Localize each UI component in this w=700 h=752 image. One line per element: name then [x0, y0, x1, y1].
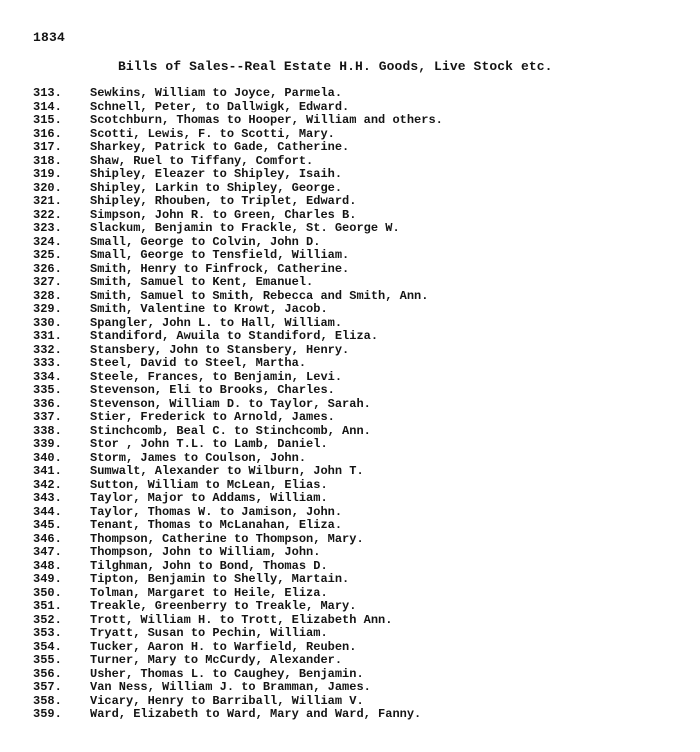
entry-text: Stevenson, Eli to Brooks, Charles.	[90, 383, 335, 397]
entry-text: Tolman, Margaret to Heile, Eliza.	[90, 585, 328, 600]
list-item	[33, 654, 443, 668]
entry-list	[33, 87, 443, 722]
entry-text: Vicary, Henry to Barriball, William V.	[90, 693, 364, 708]
list-item	[33, 573, 443, 587]
entry-number: 339.	[33, 437, 62, 451]
entry-number: 348.	[33, 558, 62, 573]
entry-text: Stansbery, John to Stansbery, Henry.	[90, 342, 350, 357]
entry-text: Taylor, Thomas W. to Jamison, John.	[90, 504, 343, 519]
list-item	[33, 236, 443, 250]
entry-number: 359.	[33, 707, 62, 721]
entry-number: 337.	[33, 410, 62, 424]
entry-number: 324.	[33, 234, 62, 249]
list-item	[33, 614, 443, 628]
list-item	[33, 249, 443, 263]
entry-number: 353.	[33, 626, 62, 640]
entry-text: Stevenson, William D. to Taylor, Sarah.	[90, 396, 371, 411]
entry-text: Tipton, Benjamin to Shelly, Martain.	[90, 572, 350, 586]
entry-number: 319.	[33, 167, 62, 181]
entry-number: 325.	[33, 248, 62, 262]
list-item	[33, 276, 443, 290]
entry-text: Scotchburn, Thomas to Hooper, William and others.	[90, 113, 443, 127]
entry-number: 343.	[33, 491, 62, 505]
entry-number: 347.	[33, 545, 62, 559]
entry-text: Stor , John T.L. to Lamb, Daniel.	[90, 437, 328, 451]
entry-text: Tilghman, John to Bond, Thomas D.	[90, 558, 328, 573]
entry-text: Thompson, John to William, John.	[90, 545, 321, 559]
list-item	[33, 344, 443, 358]
list-item	[33, 695, 443, 709]
list-item	[33, 371, 443, 385]
entry-text: Turner, Mary to McCurdy, Alexander.	[90, 653, 343, 667]
list-item	[33, 155, 443, 169]
list-item	[33, 587, 443, 601]
entry-text: Trott, William H. to Trott, Elizabeth Ann.	[90, 612, 393, 627]
entry-number: 315.	[33, 113, 62, 127]
entry-text: Shipley, Eleazer to Shipley, Isaih.	[90, 167, 343, 181]
list-item	[33, 438, 443, 452]
entry-number: 335.	[33, 383, 62, 397]
list-item	[33, 465, 443, 479]
entry-number: 355.	[33, 653, 62, 667]
entry-text: Standiford, Awuila to Standiford, Eliza.	[90, 329, 379, 343]
entry-text: Sharkey, Patrick to Gade, Catherine.	[90, 140, 350, 154]
list-item	[33, 681, 443, 695]
entry-number: 332.	[33, 342, 62, 357]
entry-text: Small, George to Colvin, John D.	[90, 234, 321, 249]
entry-text: Steele, Frances, to Benjamin, Levi.	[90, 369, 343, 384]
list-item	[33, 101, 443, 115]
entry-text: Smith, Henry to Finfrock, Catherine.	[90, 261, 350, 276]
entry-number: 340.	[33, 450, 62, 465]
entry-number: 346.	[33, 531, 62, 546]
entry-text: Steel, David to Steel, Martha.	[90, 356, 307, 370]
list-item	[33, 290, 443, 304]
entry-text: Taylor, Major to Addams, William.	[90, 491, 328, 505]
page-year: 1834	[33, 30, 66, 45]
list-item	[33, 303, 443, 317]
list-item	[33, 519, 443, 533]
entry-number: 352.	[33, 612, 62, 627]
entry-number: 331.	[33, 329, 62, 343]
list-item	[33, 600, 443, 614]
list-item	[33, 384, 443, 398]
entry-number: 316.	[33, 126, 62, 141]
entry-number: 358.	[33, 693, 62, 708]
entry-number: 330.	[33, 315, 62, 330]
entry-number: 350.	[33, 585, 62, 600]
entry-number: 314.	[33, 99, 62, 114]
entry-number: 354.	[33, 639, 62, 654]
entry-text: Scotti, Lewis, F. to Scotti, Mary.	[90, 126, 335, 141]
page-heading: Bills of Sales--Real Estate H.H. Goods, Live Stock etc.	[118, 59, 553, 74]
entry-text: Sewkins, William to Joyce, Parmela.	[90, 86, 343, 100]
entry-number: 333.	[33, 356, 62, 370]
entry-text: Smith, Samuel to Smith, Rebecca and Smith, Ann.	[90, 288, 429, 303]
entry-text: Spangler, John L. to Hall, William.	[90, 315, 343, 330]
entry-number: 334.	[33, 369, 62, 384]
entry-number: 329.	[33, 302, 62, 316]
list-item	[33, 668, 443, 682]
list-item	[33, 87, 443, 101]
entry-number: 342.	[33, 477, 62, 492]
entry-text: Ward, Elizabeth to Ward, Mary and Ward, Fanny.	[90, 707, 422, 721]
list-item	[33, 708, 443, 722]
list-item	[33, 114, 443, 128]
entry-text: Tryatt, Susan to Pechin, William.	[90, 626, 328, 640]
entry-text: Van Ness, William J. to Bramman, James.	[90, 680, 371, 694]
list-item	[33, 317, 443, 331]
entry-number: 321.	[33, 194, 62, 208]
entry-text: Treakle, Greenberry to Treakle, Mary.	[90, 599, 357, 613]
list-item	[33, 425, 443, 439]
list-item	[33, 209, 443, 223]
list-item	[33, 195, 443, 209]
list-item	[33, 641, 443, 655]
list-item	[33, 560, 443, 574]
entry-text: Tenant, Thomas to McLanahan, Eliza.	[90, 518, 343, 532]
entry-text: Stier, Frederick to Arnold, James.	[90, 410, 335, 424]
entry-text: Smith, Samuel to Kent, Emanuel.	[90, 275, 314, 289]
list-item	[33, 330, 443, 344]
entry-number: 338.	[33, 423, 62, 438]
entry-text: Small, George to Tensfield, William.	[90, 248, 350, 262]
list-item	[33, 182, 443, 196]
entry-number: 322.	[33, 207, 62, 222]
list-item	[33, 263, 443, 277]
entry-text: Usher, Thomas L. to Caughey, Benjamin.	[90, 666, 364, 681]
entry-number: 356.	[33, 666, 62, 681]
list-item	[33, 141, 443, 155]
list-item	[33, 492, 443, 506]
entry-number: 323.	[33, 221, 62, 235]
list-item	[33, 128, 443, 142]
list-item	[33, 222, 443, 236]
entry-text: Sutton, William to McLean, Elias.	[90, 477, 328, 492]
entry-text: Smith, Valentine to Krowt, Jacob.	[90, 302, 328, 316]
entry-number: 351.	[33, 599, 62, 613]
entry-text: Shipley, Rhouben, to Triplet, Edward.	[90, 194, 357, 208]
list-item	[33, 357, 443, 371]
entry-number: 349.	[33, 572, 62, 586]
list-item	[33, 627, 443, 641]
list-item	[33, 411, 443, 425]
entry-number: 328.	[33, 288, 62, 303]
list-item	[33, 506, 443, 520]
list-item	[33, 168, 443, 182]
entry-text: Sumwalt, Alexander to Wilburn, John T.	[90, 464, 364, 478]
list-item	[33, 452, 443, 466]
entry-number: 318.	[33, 153, 62, 168]
entry-number: 336.	[33, 396, 62, 411]
list-item	[33, 479, 443, 493]
entry-text: Simpson, John R. to Green, Charles B.	[90, 207, 357, 222]
entry-number: 313.	[33, 86, 62, 100]
entry-text: Thompson, Catherine to Thompson, Mary.	[90, 531, 364, 546]
entry-number: 317.	[33, 140, 62, 154]
list-item	[33, 533, 443, 547]
entry-number: 344.	[33, 504, 62, 519]
entry-number: 327.	[33, 275, 62, 289]
entry-number: 326.	[33, 261, 62, 276]
entry-text: Storm, James to Coulson, John.	[90, 450, 307, 465]
entry-text: Stinchcomb, Beal C. to Stinchcomb, Ann.	[90, 423, 371, 438]
entry-text: Tucker, Aaron H. to Warfield, Reuben.	[90, 639, 357, 654]
list-item	[33, 546, 443, 560]
entry-text: Slackum, Benjamin to Frackle, St. George W.	[90, 221, 400, 235]
entry-number: 320.	[33, 180, 62, 195]
entry-text: Shipley, Larkin to Shipley, George.	[90, 180, 343, 195]
entry-number: 357.	[33, 680, 62, 694]
entry-number: 341.	[33, 464, 62, 478]
list-item	[33, 398, 443, 412]
entry-text: Shaw, Ruel to Tiffany, Comfort.	[90, 153, 314, 168]
entry-number: 345.	[33, 518, 62, 532]
entry-text: Schnell, Peter, to Dallwigk, Edward.	[90, 99, 350, 114]
